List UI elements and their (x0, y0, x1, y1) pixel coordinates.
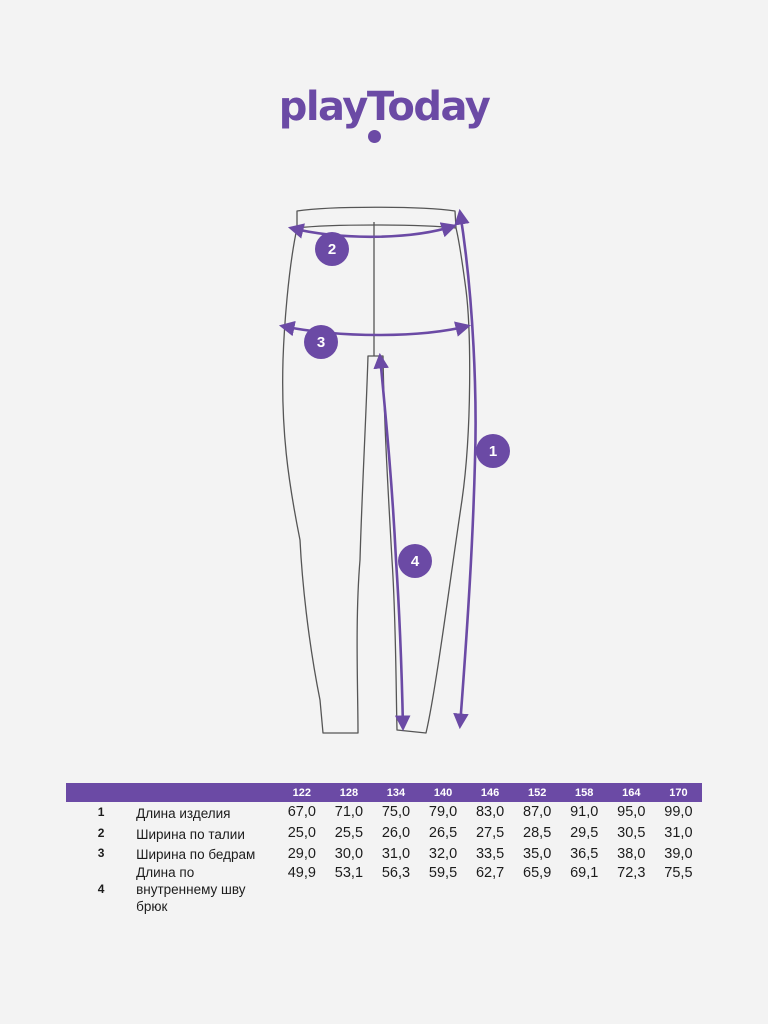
table-cell: 59,5 (428, 865, 458, 881)
table-cell: 32,0 (428, 846, 458, 862)
table-cell: 79,0 (428, 804, 458, 820)
table-cell: 30,0 (334, 846, 364, 862)
row-number: 3 (97, 846, 105, 860)
table-cell: 26,5 (428, 825, 458, 841)
svg-text:1: 1 (488, 443, 498, 460)
table-cell: 39,0 (664, 846, 693, 862)
table-cell: 69,1 (570, 865, 599, 881)
table-cell: 25,5 (334, 825, 364, 841)
row-number: 4 (97, 881, 105, 896)
svg-text:2: 2 (327, 241, 337, 258)
table-cell: 91,0 (570, 804, 599, 820)
size-header: 140 (420, 783, 467, 802)
table-cell: 99,0 (664, 804, 693, 820)
size-header: 164 (608, 783, 655, 802)
table-row (66, 823, 702, 844)
table-cell: 72,3 (617, 865, 646, 881)
table-cell: 33,5 (475, 846, 505, 862)
table-cell: 71,0 (334, 804, 364, 820)
table-cell: 35,0 (523, 846, 552, 862)
table-cell: 53,1 (334, 865, 364, 881)
header-blank (66, 783, 136, 802)
waist-arrow (291, 226, 454, 237)
measurement-name: Ширина по талии (136, 826, 245, 842)
table-cell: 38,0 (617, 846, 646, 862)
table-cell: 75,5 (664, 865, 693, 881)
table-row (66, 844, 702, 863)
marker-badge-3 (304, 325, 338, 359)
marker-badge-4 (398, 544, 432, 578)
leggings-outline (283, 207, 470, 733)
table-cell: 65,9 (523, 865, 552, 881)
table-cell: 29,0 (287, 846, 316, 862)
table-cell: 28,5 (523, 825, 552, 841)
table-cell: 95,0 (617, 804, 646, 820)
size-header: 122 (278, 783, 325, 802)
size-header: 146 (467, 783, 514, 802)
size-header: 158 (561, 783, 608, 802)
row-number: 2 (97, 826, 105, 840)
table-cell: 87,0 (523, 804, 552, 820)
svg-text:3: 3 (316, 334, 326, 351)
size-chart-table (66, 783, 702, 915)
brand-logo: playToday (278, 84, 490, 130)
measurement-name: Длина по внутреннему шву брюк (136, 865, 246, 914)
table-cell: 83,0 (475, 804, 505, 820)
table-cell: 25,0 (287, 825, 316, 841)
marker-badge-1 (476, 434, 510, 468)
header-blank (136, 783, 278, 802)
table-cell: 75,0 (381, 804, 411, 820)
size-header: 128 (325, 783, 372, 802)
table-row (66, 802, 702, 823)
size-header-row (66, 783, 702, 802)
table-cell: 30,5 (617, 825, 646, 841)
svg-text:4: 4 (410, 553, 420, 570)
marker-badge-2 (315, 232, 349, 266)
table-cell: 56,3 (381, 865, 411, 881)
table-cell: 67,0 (287, 804, 316, 820)
measurement-name: Длина изделия (136, 805, 231, 821)
size-header: 170 (655, 783, 702, 802)
length-arrow (460, 212, 476, 726)
table-cell: 62,7 (475, 865, 505, 881)
table-row (66, 863, 702, 915)
size-header: 134 (372, 783, 419, 802)
size-header: 152 (514, 783, 561, 802)
row-number: 1 (97, 805, 105, 819)
measurement-name: Ширина по бедрам (136, 846, 256, 862)
table-cell: 31,0 (381, 846, 411, 862)
table-cell: 31,0 (664, 825, 693, 841)
table-cell: 49,9 (287, 865, 316, 881)
table-cell: 26,0 (381, 825, 411, 841)
table-cell: 36,5 (570, 846, 599, 862)
table-cell: 29,5 (570, 825, 599, 841)
table-cell: 27,5 (475, 825, 505, 841)
